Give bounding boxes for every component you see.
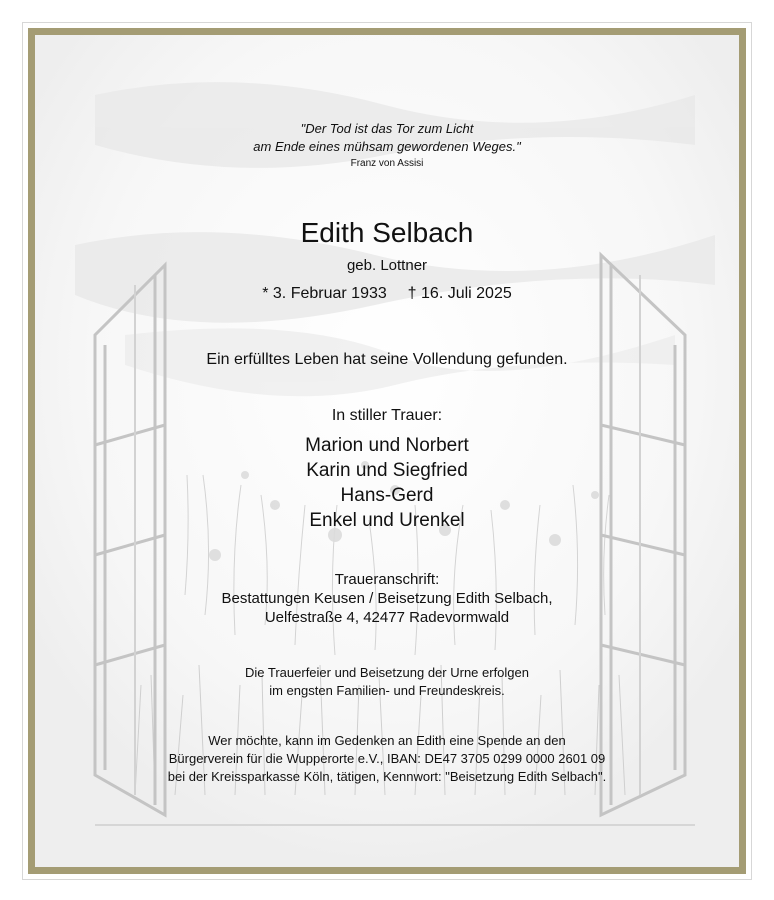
motto: Ein erfülltes Leben hat seine Vollendung gefunden.	[206, 351, 568, 368]
mourner-name: Karin und Siegfried	[306, 460, 468, 481]
address-line-1: Bestattungen Keusen / Beisetzung Edith Selbach,	[221, 590, 553, 607]
mourner-name: Enkel und Urenkel	[309, 510, 465, 531]
quote-line-1: "Der Tod ist das Tor zum Licht	[300, 121, 474, 136]
ceremony-line-2: im engsten Familien- und Freundeskreis.	[269, 683, 505, 698]
ceremony-line-1: Die Trauerfeier und Beisetzung der Urne erfolgen	[245, 665, 529, 680]
address-heading: Traueranschrift:	[334, 571, 440, 588]
death-date: † 16. Juli 2025	[407, 285, 512, 302]
birth-date: * 3. Februar 1933	[262, 285, 387, 302]
mourners-heading: In stiller Trauer:	[331, 407, 443, 424]
quote-line-2: am Ende eines mühsam gewordenen Weges."	[253, 139, 521, 154]
obituary-content	[35, 35, 739, 867]
donation-line-2: Bürgerverein für die Wupperorte e.V., IBAN: DE47 3705 0299 0000 2601 09	[168, 751, 606, 766]
birth-name: geb. Lottner	[346, 257, 428, 274]
mourner-name: Marion und Norbert	[305, 435, 469, 456]
quote-author: Franz von Assisi	[350, 158, 424, 169]
life-dates	[35, 285, 739, 303]
address-line-2: Uelfestraße 4, 42477 Radevormwald	[264, 609, 510, 626]
deceased-name: Edith Selbach	[300, 217, 474, 248]
mourner-name: Hans-Gerd	[340, 485, 434, 506]
donation-line-3: bei der Kreissparkasse Köln, tätigen, Kennwort: "Beisetzung Edith Selbach".	[167, 769, 607, 784]
donation-line-1: Wer möchte, kann im Gedenken an Edith eine Spende an den	[208, 733, 566, 748]
obituary-frame	[28, 28, 746, 874]
